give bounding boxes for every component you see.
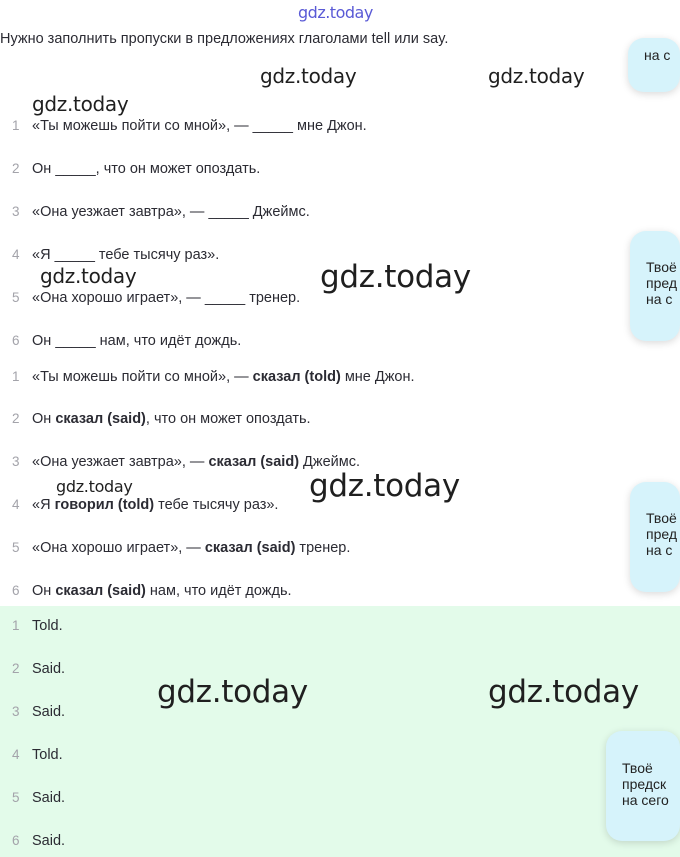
- item-number: 1: [12, 118, 20, 133]
- item-number: 5: [12, 790, 20, 805]
- item-number: 1: [12, 369, 20, 384]
- item-text: Said.: [32, 661, 66, 677]
- item-number: 4: [12, 747, 20, 762]
- ad-bubble[interactable]: Твоё пред на с: [630, 231, 680, 341]
- item-text: Он сказал (said) нам, что идёт дождь.: [32, 583, 292, 599]
- item-number: 2: [12, 161, 20, 176]
- verb-answer: говорил (told): [54, 497, 155, 513]
- watermark: gdz.today: [488, 674, 639, 710]
- item-number: 6: [12, 583, 20, 598]
- watermark: gdz.today: [56, 477, 133, 496]
- task-instruction: Нужно заполнить пропуски в предложениях глаголами tell или say.: [0, 31, 449, 47]
- item-number: 5: [12, 540, 20, 555]
- item-number: 2: [12, 411, 20, 426]
- verb-answer: сказал (said): [208, 454, 300, 470]
- item-number: 6: [12, 833, 20, 848]
- item-number: 3: [12, 204, 20, 219]
- item-number: 6: [12, 333, 20, 348]
- item-number: 4: [12, 247, 20, 262]
- ad-bubble[interactable]: Твоё предск на сего: [606, 731, 680, 841]
- item-number: 5: [12, 290, 20, 305]
- watermark: gdz.today: [260, 64, 357, 88]
- watermark: gdz.today: [157, 674, 308, 710]
- item-text: Он _____ нам, что идёт дождь.: [32, 333, 242, 349]
- watermark: gdz.today: [40, 264, 137, 288]
- item-text: Said.: [32, 704, 66, 720]
- ad-bubble[interactable]: на с: [628, 38, 680, 92]
- item-text: Said.: [32, 833, 66, 849]
- item-text: «Я говорил (told) тебе тысячу раз».: [32, 497, 279, 513]
- item-text: «Она уезжает завтра», — сказал (said) Джеймс.: [32, 454, 360, 470]
- item-number: 2: [12, 661, 20, 676]
- answers-block: [0, 606, 680, 857]
- item-number: 4: [12, 497, 20, 512]
- watermark: gdz.today: [488, 64, 585, 88]
- watermark: gdz.today: [320, 259, 471, 295]
- item-text: Told.: [32, 747, 63, 763]
- item-number: 1: [12, 618, 20, 633]
- verb-answer: сказал (told): [252, 369, 341, 385]
- item-text: «Ты можешь пойти со мной», — сказал (told) мне Джон.: [32, 369, 415, 385]
- item-text: «Она хорошо играет», — _____ тренер.: [32, 290, 301, 306]
- verb-answer: сказал (said): [55, 411, 146, 427]
- item-text: «Я _____ тебе тысячу раз».: [32, 247, 220, 263]
- item-text: Он _____, что он может опоздать.: [32, 161, 261, 177]
- ad-bubble[interactable]: Твоё пред на с: [630, 482, 680, 592]
- verb-answer: сказал (said): [55, 583, 146, 599]
- verb-answer: сказал (said): [204, 540, 296, 556]
- watermark: gdz.today: [32, 92, 129, 116]
- item-text: Told.: [32, 618, 63, 634]
- item-number: 3: [12, 704, 20, 719]
- item-text: «Она хорошо играет», — сказал (said) тренер.: [32, 540, 351, 556]
- item-text: Он сказал (said), что он может опоздать.: [32, 411, 311, 427]
- site-logo[interactable]: gdz.today: [298, 3, 373, 22]
- watermark: gdz.today: [309, 468, 460, 504]
- item-number: 3: [12, 454, 20, 469]
- item-text: «Ты можешь пойти со мной», — _____ мне Джон.: [32, 118, 367, 134]
- item-text: Said.: [32, 790, 66, 806]
- item-text: «Она уезжает завтра», — _____ Джеймс.: [32, 204, 310, 220]
